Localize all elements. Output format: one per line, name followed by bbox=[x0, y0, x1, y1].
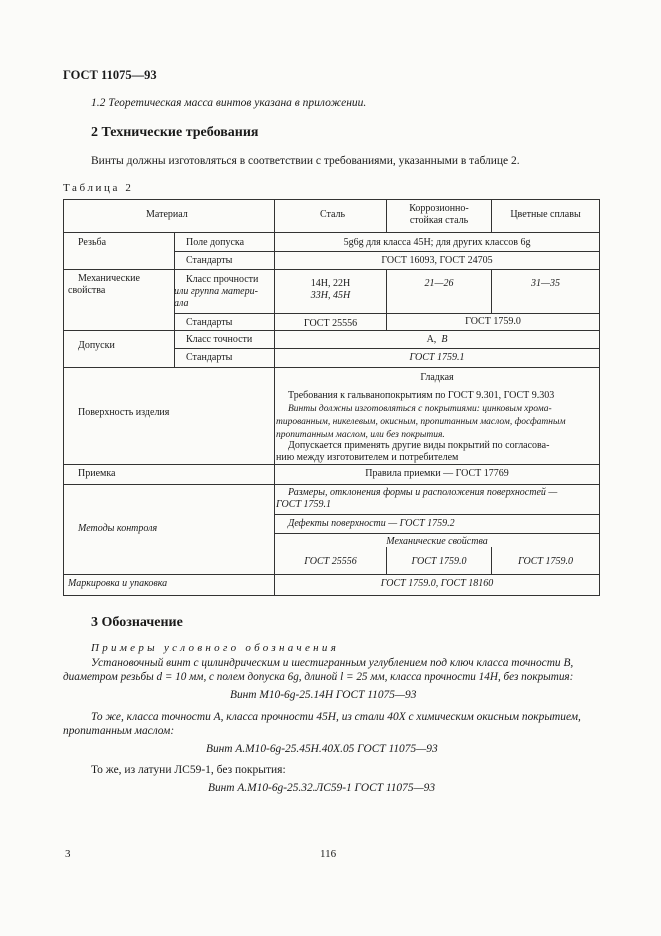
col-header-steel: Сталь bbox=[320, 209, 346, 220]
example-1-line-2: диаметром резьбы d = 10 мм, с полем допуска 6g, длиной l = 25 мм, класса прочности 14H, без покрытия: bbox=[63, 671, 574, 683]
section-2-intro: Винты должны изготовляться в соответствии с требованиями, указанными в таблице 2. bbox=[91, 155, 520, 167]
example-3-line-1: То же, из латуни ЛС59-1, без покрытия: bbox=[91, 764, 286, 776]
thread-tol-field-label: Поле допуска bbox=[186, 237, 245, 248]
page-number-center: 116 bbox=[320, 848, 337, 860]
col-header-stainless-l1: Коррозионно- bbox=[409, 203, 469, 214]
tolerances-accuracy-label: Класс точности bbox=[186, 334, 253, 345]
surface-line-5: Допускается применять другие виды покрытий по согласова- bbox=[288, 440, 550, 451]
mech-stainless-groups: 21—26 bbox=[424, 278, 454, 289]
surface-line-6: нию между изготовителем и потребителем bbox=[276, 452, 459, 463]
methods-mech-props: Механические свойства bbox=[386, 536, 488, 547]
surface-smooth: Гладкая bbox=[420, 372, 454, 383]
mech-steel-classes-l1: 14H, 22H bbox=[310, 278, 351, 289]
requirements-table bbox=[63, 199, 600, 596]
row-methods-label: Методы контроля bbox=[78, 523, 158, 534]
col-header-material: Материал bbox=[146, 209, 188, 220]
mech-steel-classes-l2: 33H, 45H bbox=[310, 290, 351, 301]
methods-stainless-standard: ГОСТ 1759.0 bbox=[411, 556, 467, 567]
example-1-code: Винт M10-6g-25.14H ГОСТ 11075—93 bbox=[230, 689, 417, 701]
example-3-code: Винт A.M10-6g-25.32.ЛС59-1 ГОСТ 11075—93 bbox=[208, 782, 436, 794]
thread-tol-field-value: 5g6g для класса 45H; для других классов 6g bbox=[343, 237, 531, 248]
mech-nonferrous-groups: 31—35 bbox=[531, 278, 560, 289]
row-tolerances-label: Допуски bbox=[78, 340, 115, 351]
paragraph-1-2: 1.2 Теоретическая масса винтов указана в приложении. bbox=[91, 97, 367, 109]
example-2-line-1: То же, класса точности A, класса прочности 45H, из стали 40X с химическим окисным покрытием, bbox=[91, 711, 581, 723]
thread-standards-label: Стандарты bbox=[186, 255, 233, 266]
section-3-heading: 3 Обозначение bbox=[91, 615, 183, 630]
thread-standards-value: ГОСТ 16093, ГОСТ 24705 bbox=[381, 255, 493, 266]
surface-line-2: Винты должны изготовляться с покрытиями: цинковым хрома- bbox=[288, 404, 552, 414]
surface-line-1: Требования к гальванопокрытиям по ГОСТ 9.301, ГОСТ 9.303 bbox=[288, 390, 555, 401]
document-id: ГОСТ 11075—93 bbox=[63, 68, 157, 82]
methods-dims-l2: ГОСТ 1759.1 bbox=[276, 499, 332, 510]
col-header-stainless-l2: стойкая сталь bbox=[409, 215, 469, 226]
example-1-line-1: Установочный винт с цилиндрическим и шестигранным углублением под ключ класса точности B, bbox=[91, 657, 574, 669]
mech-steel-standard: ГОСТ 25556 bbox=[303, 318, 358, 329]
table-caption: Таблица 2 bbox=[63, 182, 134, 194]
mech-class-label-l3: ала bbox=[174, 298, 189, 309]
methods-nonferrous-standard: ГОСТ 1759.0 bbox=[517, 556, 573, 567]
mech-class-label-l1: Класс прочности bbox=[186, 274, 259, 285]
section-2-heading: 2 Технические требования bbox=[91, 125, 259, 140]
row-acceptance-label: Приемка bbox=[78, 468, 116, 479]
row-thread-label: Резьба bbox=[78, 237, 107, 248]
methods-defects: Дефекты поверхности — ГОСТ 1759.2 bbox=[288, 518, 455, 529]
mech-standards-label: Стандарты bbox=[186, 317, 233, 328]
methods-dims-l1: Размеры, отклонения формы и расположения поверхностей — bbox=[288, 487, 558, 498]
surface-line-3: тированным, никелевым, окисным, пропитанным маслом, фосфатным bbox=[276, 417, 566, 427]
row-surface-label: Поверхность изделия bbox=[78, 407, 170, 418]
example-2-line-2: пропитанным маслом: bbox=[63, 725, 175, 737]
row-mech-label-l1: Механические bbox=[78, 273, 140, 284]
examples-title: Примеры условного обозначения bbox=[91, 642, 340, 654]
tolerances-standards-value: ГОСТ 1759.1 bbox=[409, 352, 465, 363]
row-mech-label-l2: свойства bbox=[68, 285, 106, 296]
mech-other-standard: ГОСТ 1759.0 bbox=[465, 316, 521, 327]
row-marking-label: Маркировка и упаковка bbox=[68, 578, 168, 589]
tolerances-standards-label: Стандарты bbox=[186, 352, 233, 363]
page-number-left: 3 bbox=[65, 848, 71, 860]
tolerances-accuracy-value: A, B bbox=[426, 334, 448, 345]
marking-value: ГОСТ 1759.0, ГОСТ 18160 bbox=[380, 578, 494, 589]
col-header-nonferrous: Цветные сплавы bbox=[510, 209, 581, 220]
acceptance-value: Правила приемки — ГОСТ 17769 bbox=[365, 468, 509, 479]
surface-line-4: пропитанным маслом, или без покрытия. bbox=[276, 430, 445, 440]
example-2-code: Винт A.M10-6g-25.45H.40X.05 ГОСТ 11075—93 bbox=[206, 743, 438, 755]
methods-steel-standard: ГОСТ 25556 bbox=[304, 556, 357, 567]
mech-class-label-l2: или группа матери- bbox=[174, 286, 258, 297]
